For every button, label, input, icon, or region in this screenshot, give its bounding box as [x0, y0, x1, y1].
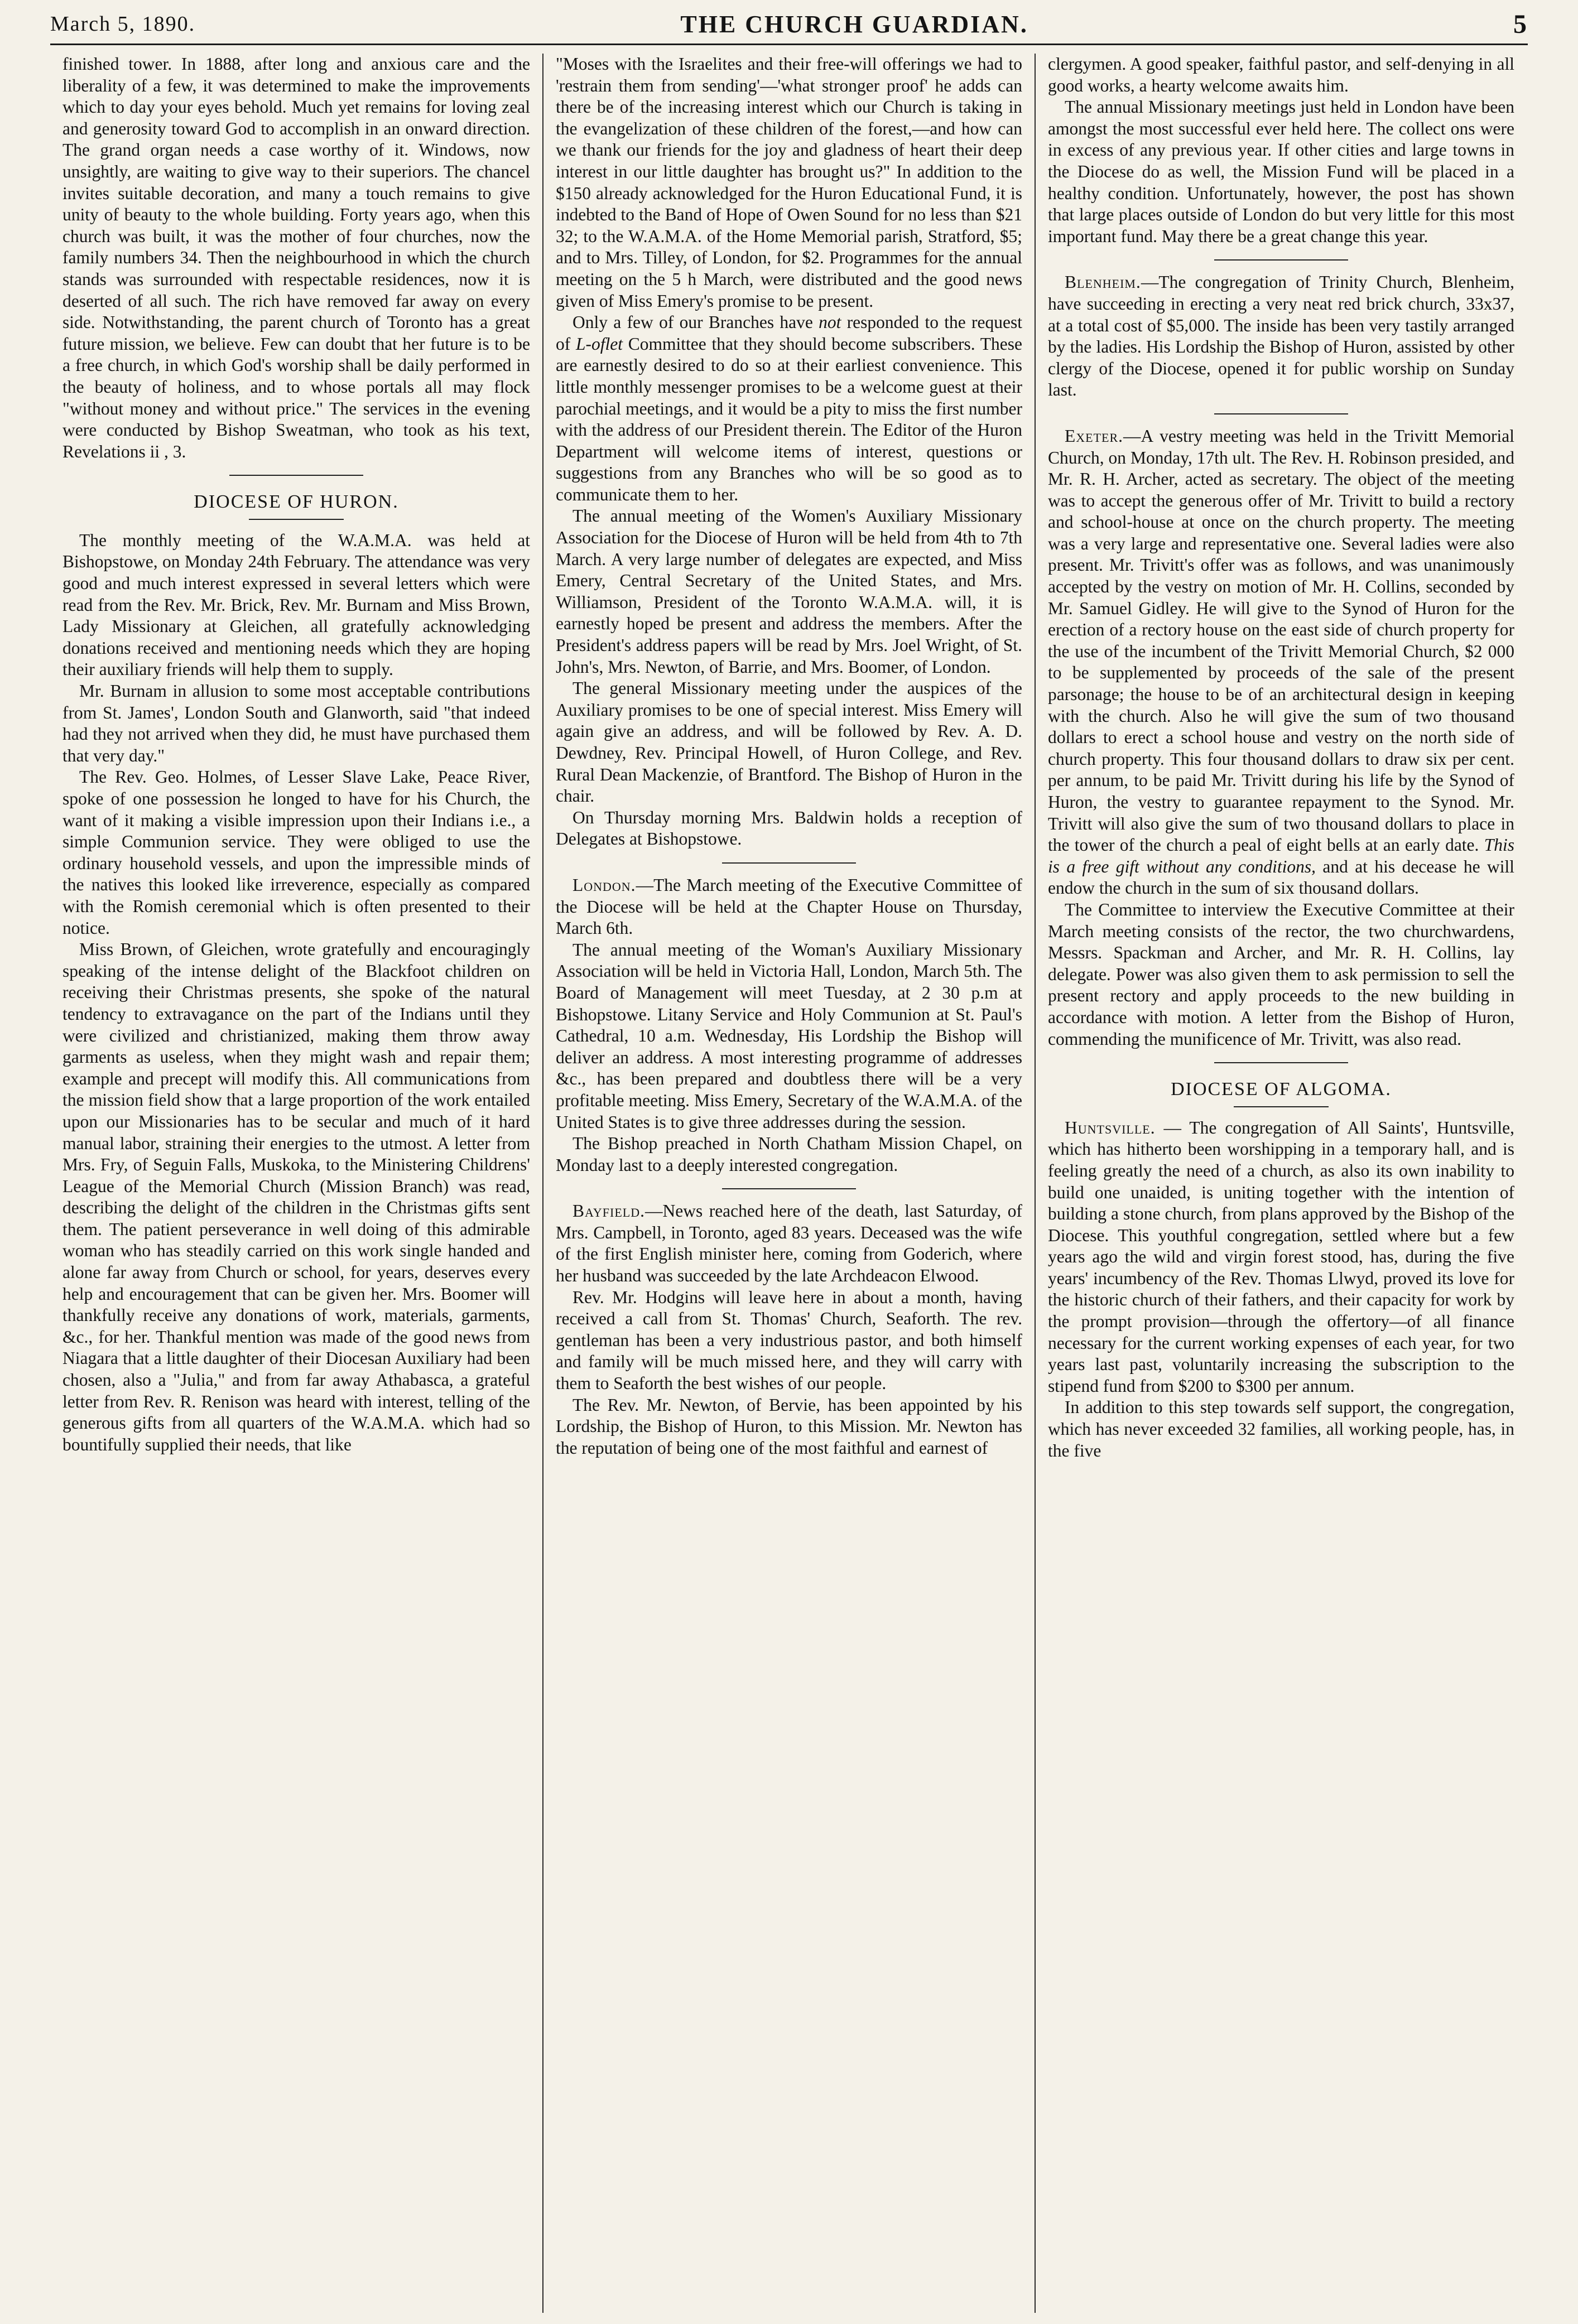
huron-paragraph: The monthly meeting of the W.A.M.A. was held at Bishopstowe, on Monday 24th February. The attendance was very good and much interest expressed in several letters which were read from the Rev. Mr. Brick, Rev. Mr. Burnam and Miss Brown, Lady Missionary at Gleichen, all gratefully acknowledging donations received and mentioning needs which they are hoping their auxiliary friends will help them to supply. [62, 530, 530, 679]
huron-paragraph: The Rev. Geo. Holmes, of Lesser Slave Lake, Peace River, spoke of one possession he longed to have for his Church, the want of it making a visible impression upon their Indians i.e., a simple Communion service. They were obliged to use the ordinary household vessels, and upon the impressible minds of the natives this looked like irreverence, especially as compared with the Romish ceremonial which is often presented to their notice. [62, 767, 530, 938]
exeter-paragraph: The Committee to interview the Executive Committee at their March meeting consists of the rector, the two churchwardens, Messrs. Spackman and Archer, and Mr. R. H. Collins, lay delegate. Power was also given them to ask permission to sell the present rectory and apply proceeds to the new building in accordance with motion. A letter from the Bishop of Huron, commending the munificence of Mr. Trivitt, was also read. [1048, 899, 1514, 1049]
huntsville-paragraph: Huntsville. — The congregation of All Saints', Huntsville, which has hitherto been worshipping in a temporary hall, and is feeling greatly the need of a church, as also its own inability to build one unaided, is uniting together with the intention of building a stone church, from plans approved by the Bishop of the Diocese. This youthful congregation, settled where but a few years ago the wild and virgin forest stood, has, during the five years' incumbency of the Rev. Thomas Llwyd, proved its love for the historic church of their fathers, and their capacity for work by the prompt provision—through the offertory—of all finance necessary for the current working expenses of each year, for two years last past, voluntarily increasing the subscription to the stipend fund from $200 to $300 per annum. [1048, 1117, 1514, 1396]
dateline-london: London. [572, 875, 636, 895]
london-paragraph: London.—The March meeting of the Executive Committee of the Diocese will be held at the Chapter House on Thursday, March 6th. [556, 875, 1022, 938]
huron-paragraph: Only a few of our Branches have not responded to the request of L-oflet Committee that they should become subscribers. These are earnestly desired to do so at their earliest convenience. This little monthly messenger promises to be a welcome guest at their parochial meetings, and it would be a pity to miss the first number with the address of our President therein. The Editor of the Huron Department will welcome items of interest, questions or suggestions from any Branches who will be so good as to communicate them to her. [556, 312, 1022, 504]
london-missions-paragraph: The annual Missionary meetings just held in London have been amongst the most successful ever held here. The collect ons were in excess of any previous year. If other cities and large towns in the Diocese do as well, the Mission Fund will be placed in a healthy condition. Unfortunately, however, the post has shown that large places outside of London do but very little for this most important fund. May there be a great change this year. [1048, 97, 1514, 246]
page-number: 5 [1513, 9, 1528, 39]
blenheim-paragraph: Blenheim.—The congregation of Trinity Church, Blenheim, have succeeding in erecting a very neat red brick church, 33x37, at a total cost of $5,000. The inside has been very tastily arranged by the ladies. His Lordship the Bishop of Huron, assisted by other clergy of the Diocese, opened it for public worship on Sunday last. [1048, 272, 1514, 400]
london-paragraph: The annual meeting of the Woman's Auxiliary Missionary Association will be held in Victoria Hall, London, March 5th. The Board of Management will meet Tuesday, at 2 30 p.m at Bishopstowe. Litany Service and Holy Communion at St. Paul's Cathedral, 10 a.m. Wednesday, His Lordship the Bishop will deliver an address. A most interesting programme of addresses &c., has been prepared and doubtless there will be a very profitable meeting. Miss Emery, Secretary of the W.A.M.A. of the United States is to give three addresses during the session. [556, 939, 1022, 1132]
separator-rule [722, 1188, 856, 1189]
separator-rule [1214, 413, 1348, 414]
bayfield-paragraph: Rev. Mr. Hodgins will leave here in about a month, having received a call from St. Thomas' Church, Seaforth. The rev. gentleman has been a very industrious pastor, and both himself and family will be much missed here, and they will carry with them to Seaforth the best wishes of our people. [556, 1287, 1022, 1394]
column-3 [1035, 54, 1527, 2313]
huron-paragraph: Mr. Burnam in allusion to some most acceptable contributions from St. James', London South and Glanworth, said "that indeed had they not arrived when they did, he must have purchased them that very day." [62, 681, 530, 765]
dateline-bayfield: Bayfield. [572, 1201, 645, 1221]
separator-rule [229, 475, 363, 476]
toronto-church-article-end: finished tower. In 1888, after long and anxious care and the liberality of a few, it was determined to make the improvements which to day your eyes behold. Much yet remains for loving zeal and generosity toward God to accomplish in an onward direction. The grand organ needs a case worthy of it. Windows, now unsightly, are waiting to give way to their superiors. The chancel invites suitable decoration, and many a touch remains to give unity of beauty to the whole building. Forty years ago, when this church was built, it was the mother of four churches, now the family numbers 34. Then the neighbourhood in which the church stands was surrounded with respectable residences, now it is deserted of all such. The rich have removed far away on every side. Notwithstanding, the parent church of Toronto has a great future mission, we believe. Few can doubt that her future is to be a free church, in which God's worship shall be daily performed in the beauty of holiness, and to whose portals all may flock "without money and without price." The services in the evening were conducted by Bishop Sweatman, who took as his text, Revelations ii , 3. [62, 54, 530, 461]
exeter-paragraph: Exeter.—A vestry meeting was held in the Trivitt Memorial Church, on Monday, 17th ult. The Rev. H. Robinson presided, and Mr. R. H. Archer, acted as secretary. The object of the meeting was to accept the generous offer of Mr. Trivitt to build a rectory and school-house at once on the church property. The meeting was a very large and representative one. Several ladies were also present. Mr. Trivitt's offer was as follows, and was unanimously accepted by the vestry on motion of Mr. H. Collins, seconded by Mr. Samuel Gidley. He will give to the Synod of Huron for the erection of a rectory house on the east side of church property for the use of the incumbent of the Trivitt Memorial Church, $2 000 to be supplemented by proceeds of the sale of the present parsonage; the house to be of an architectural design in keeping with the church. Also he will give the sum of two thousand dollars to erect a school house and vestry on the north side of church property. This four thousand dollars to draw six per cent. per annum, to be paid Mr. Trivitt during his life by the Synod of Huron, the vestry to guarantee repayment to the Synod. Mr. Trivitt will also give the sum of two thousand dollars to place in the tower of the church a peal of eight bells at an early date. This is a free gift without any conditions, and at his decease he will endow the church in the sum of six thousand dollars. [1048, 426, 1514, 898]
separator-rule [722, 862, 856, 864]
huron-paragraph: The annual meeting of the Women's Auxiliary Missionary Association for the Diocese of Huron will be held from 4th to 7th March. A very large number of delegates are expected, and Miss Emery, Central Secretary of the United States, and Mrs. Williamson, President of the Toronto W.A.M.A. will, it is earnestly hoped be present and address the members. After the President's address papers will be read by Mrs. Joel Wright, of St. John's, Mrs. Newton, of Barrie, and Mrs. Boomer, of London. [556, 506, 1022, 677]
separator-rule [1214, 1062, 1348, 1063]
column-1 [50, 54, 542, 2313]
bayfield-paragraph: clergymen. A good speaker, faithful pastor, and self-denying in all good works, a hearty welcome awaits him. [1048, 54, 1514, 95]
london-paragraph: The Bishop preached in North Chatham Mission Chapel, on Monday last to a deeply interested congregation. [556, 1134, 1022, 1175]
dateline-exeter: Exeter. [1065, 426, 1123, 446]
huron-paragraph: "Moses with the Israelites and their free-will offerings we had to 'restrain them from sending'—'what stronger proof' he adds can there be of the increasing interest which our Church is taking in the evangelization of these children of the forest,—and how can we thank our friends for the joy and gladness of heart their deep interest in our little daughter has brought us?" In addition to the $150 already acknowledged for the Huron Educational Fund, it is indebted to the Band of Hope of Owen Sound for no less than $21 32; to the W.A.M.A. of the Home Memorial parish, Stratford, $5; and to Mrs. Tilley, of London, for $2. Programmes for the annual meeting on the 5 h March, were distributed and the good news given of Miss Emery's promise to be present. [556, 54, 1022, 311]
section-heading-algoma: DIOCESE OF ALGOMA. [1171, 1079, 1392, 1100]
huntsville-paragraph: In addition to this step towards self support, the congregation, which has never exceeded 32 families, all working people, has, in the five [1048, 1397, 1514, 1460]
issue-date: March 5, 1890. [50, 12, 196, 36]
heading-rule [249, 519, 344, 520]
column-2 [542, 54, 1035, 2313]
masthead [50, 4, 1528, 45]
paper-title: THE CHURCH GUARDIAN. [680, 10, 1028, 38]
separator-rule [1214, 259, 1348, 261]
huron-paragraph: Miss Brown, of Gleichen, wrote gratefully and encouragingly speaking of the intense delight of the Blackfoot children on receiving their Christmas presents, she spoke of the natural tendency to extravagance on the part of the Indians until they were civilized and christianized, making them throw away garments as useless, when they might wash and repair them; example and precept will modify this. All communications from the mission field show that a large proportion of the work entailed upon our Missionaries has to be secular and much of it hard manual labor, straining their energies to the utmost. A letter from Mrs. Fry, of Seguin Falls, Muskoka, to the Ministering Childrens' League of the Memorial Church (Mission Branch) was read, describing the delight of the children in the Christmas gifts sent them. The patient perseverance in well doing of this admirable woman who has steadily carried on this work single handed and alone far away from Church or school, for years, deserves every help and encouragement that can be given her. Mrs. Boomer will thankfully receive any donations of work, materials, garments, &c., for her. Thankful mention was made of the good news from Niagara that a little daughter of their Diocesan Auxiliary had been chosen, also a "Julia," and from far away Athabasca, a grateful letter from Rev. R. Renison was heard with interest, telling of the generous gifts from all quarters of the W.A.M.A. which had so bountifully supplied their needs, that like [62, 939, 530, 1454]
heading-rule [1234, 1106, 1329, 1107]
dateline-blenheim: Blenheim. [1065, 272, 1141, 292]
bayfield-paragraph: The Rev. Mr. Newton, of Bervie, has been appointed by his Lordship, the Bishop of Huron, to this Mission. Mr. Newton has the reputation of being one of the most faithful and earnest of [556, 1395, 1022, 1458]
dateline-huntsville: Huntsville. [1065, 1117, 1156, 1137]
section-heading-huron: DIOCESE OF HURON. [194, 491, 399, 513]
bayfield-paragraph: Bayfield.—News reached here of the death, last Saturday, of Mrs. Campbell, in Toronto, aged 83 years. Deceased was the wife of the first English minister here, coming from Goderich, where her husband was succeeded by the late Archdeacon Elwood. [556, 1201, 1022, 1286]
article-columns [50, 54, 1528, 2313]
huron-paragraph: The general Missionary meeting under the auspices of the Auxiliary promises to be one of special interest. Miss Emery will again give an address, and will be followed by Rev. A. D. Dewdney, Rev. Principal Howell, of Huron College, and Rev. Rural Dean Mackenzie, of Brantford. The Bishop of Huron in the chair. [556, 678, 1022, 806]
huron-paragraph: On Thursday morning Mrs. Baldwin holds a reception of Delegates at Bishopstowe. [556, 807, 1022, 849]
